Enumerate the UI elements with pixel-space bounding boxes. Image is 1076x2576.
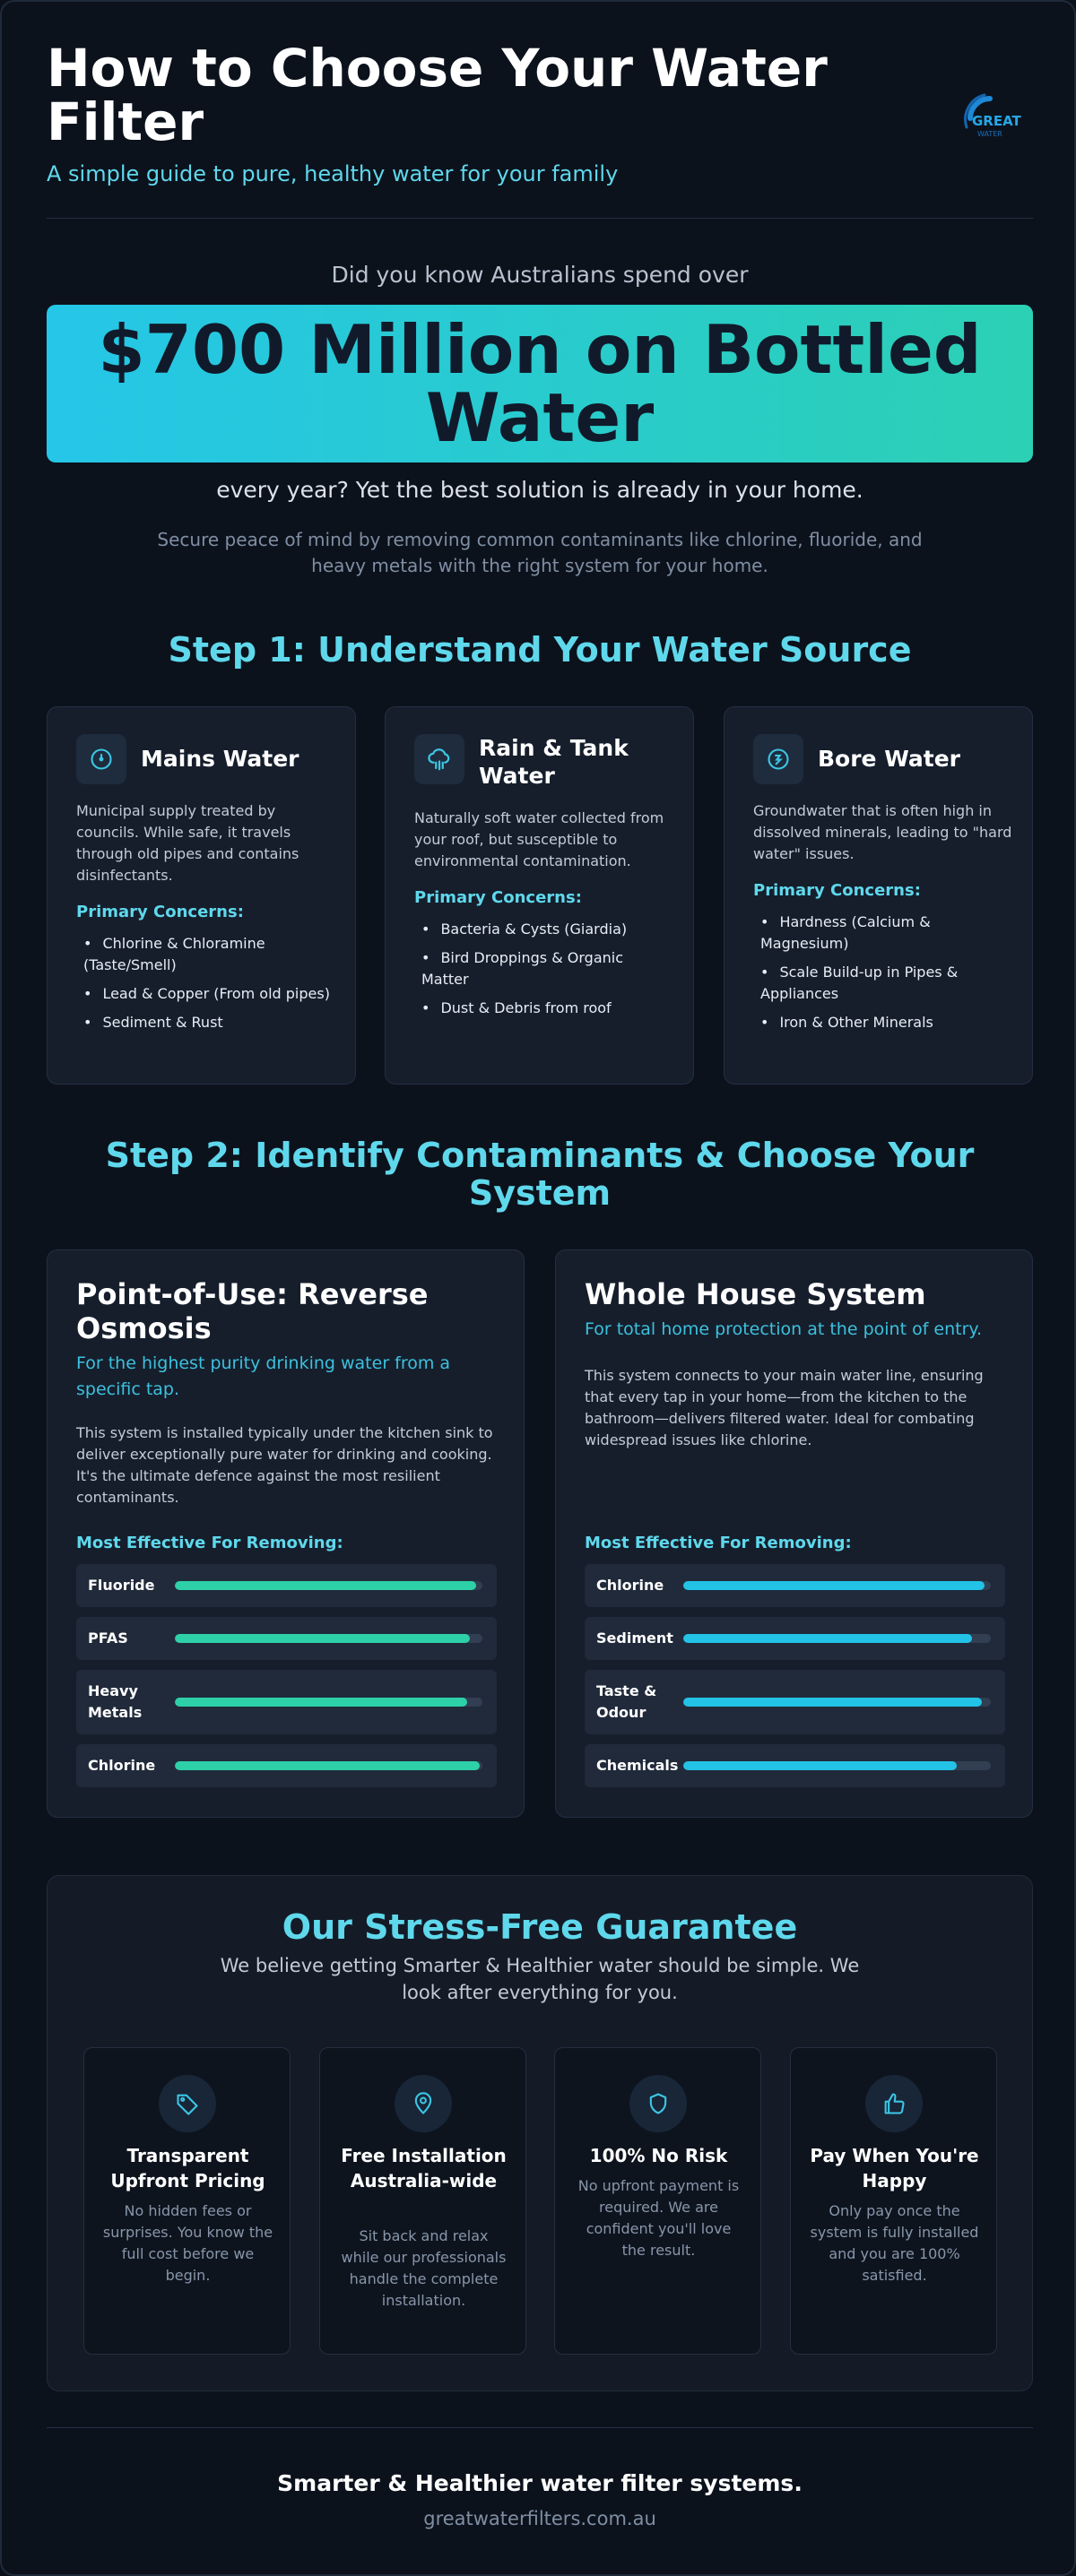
source-card-mains (47, 706, 356, 1085)
guarantee-card-installation (319, 2047, 526, 2355)
list-item: • Bacteria & Cysts (Giardia) (414, 919, 674, 940)
removal-bar-row (76, 1617, 497, 1660)
concerns-label: Primary Concerns: (753, 881, 921, 900)
shield-icon (629, 2075, 687, 2132)
system-subtitle: For total home protection at the point of entry. (585, 1319, 982, 1339)
svg-text:WATER: WATER (977, 130, 1002, 138)
bar-track (175, 1698, 482, 1707)
effective-label: Most Effective For Removing: (76, 1534, 343, 1552)
list-item: • Hardness (Calcium & Magnesium) (753, 912, 1013, 955)
step2-heading: Step 2: Identify Contaminants & Choose Your System (105, 1136, 975, 1213)
bar-track (175, 1581, 482, 1590)
guarantee-card-title: Free Installation Australia-wide (341, 2145, 507, 2191)
bar-track (683, 1581, 991, 1590)
bar-label: PFAS (88, 1629, 128, 1647)
source-title: Bore Water (818, 746, 961, 772)
footer-tagline: Smarter & Healthier water filter systems. (277, 2470, 803, 2496)
thumbs-up-icon (865, 2075, 923, 2132)
guarantee-card-desc: Only pay once the system is fully installed and you are 100% satisfied. (810, 2202, 979, 2284)
bar-label: Heavy Metals (88, 1682, 143, 1721)
guarantee-card-title: Pay When You're Happy (810, 2145, 979, 2191)
cloud-rain-icon (414, 734, 464, 784)
source-desc: Municipal supply treated by councils. While safe, it travels through old pipes and contains disinfectants. (76, 802, 299, 884)
bottled-water-banner (47, 305, 1033, 462)
bar-fill (683, 1634, 972, 1643)
bar-fill (683, 1698, 982, 1707)
bar-fill (683, 1581, 985, 1590)
guarantee-card-desc: Sit back and relax while our professionals handle the complete installation. (341, 2227, 507, 2309)
bar-fill (175, 1634, 470, 1643)
location-pin-icon (395, 2075, 452, 2132)
system-desc: This system is installed typically under the kitchen sink to deliver exceptionally pure water for drinking and cooking. It's the ultimate defence against the most resilient contaminants. (76, 1424, 493, 1506)
list-item: • Scale Build-up in Pipes & Appliances (753, 962, 1013, 1005)
concerns-label: Primary Concerns: (76, 903, 244, 921)
page-title: How to Choose Your Water Filter (47, 38, 828, 152)
svg-text:GREAT: GREAT (972, 113, 1021, 129)
page-subtitle: A simple guide to pure, healthy water for your family (47, 161, 619, 186)
removal-bar-row (585, 1744, 1005, 1787)
concerns-label: Primary Concerns: (414, 888, 582, 907)
intro-body: Secure peace of mind by removing common contaminants like chlorine, fluoride, and heavy metals with the right system for your home. (157, 529, 923, 576)
bar-fill (175, 1698, 467, 1707)
bar-label: Taste & Odour (596, 1682, 657, 1721)
removal-bar-row (76, 1564, 497, 1607)
list-item: • Dust & Debris from roof (414, 998, 674, 1019)
guarantee-card-title: 100% No Risk (589, 2145, 728, 2166)
concerns-list (76, 933, 336, 1041)
bar-track (175, 1634, 482, 1643)
list-item: • Chlorine & Chloramine (Taste/Smell) (76, 933, 336, 976)
list-item: • Bird Droppings & Organic Matter (414, 947, 674, 990)
source-card-rain-tank (385, 706, 694, 1085)
guarantee-title: Our Stress-Free Guarantee (282, 1907, 798, 1947)
bar-fill (175, 1581, 476, 1590)
guarantee-card-pay-when-happy (790, 2047, 997, 2355)
system-desc: This system connects to your main water line, ensuring that every tap in your home—from the kitchen to the bathroom—delivers filtered water. Ideal for combating widespread issues like chlorine. (585, 1367, 984, 1448)
gauge-icon (76, 734, 126, 784)
system-subtitle: For the highest purity drinking water from a specific tap. (76, 1353, 451, 1399)
bar-track (683, 1761, 991, 1770)
guarantee-subtitle: We believe getting Smarter & Healthier water should be simple. We look after everything for you. (220, 1955, 860, 2003)
effective-label: Most Effective For Removing: (585, 1534, 852, 1552)
guarantee-card-no-risk (554, 2047, 761, 2355)
bar-track (683, 1698, 991, 1707)
source-card-bore (724, 706, 1033, 1085)
guarantee-card-desc: No upfront payment is required. We are confident you'll love the result. (577, 2177, 740, 2259)
concerns-list (753, 912, 1013, 1041)
bar-fill (683, 1761, 957, 1770)
bore-icon (753, 734, 803, 784)
bar-fill (175, 1761, 480, 1770)
removal-bar-row (585, 1670, 1005, 1734)
removal-bar-row (585, 1617, 1005, 1660)
bar-track (683, 1634, 991, 1643)
bar-track (175, 1761, 482, 1770)
removal-bar-row (76, 1744, 497, 1787)
list-item: • Iron & Other Minerals (753, 1012, 1013, 1033)
concerns-list (414, 919, 674, 1026)
guarantee-card-desc: No hidden fees or surprises. You know the full cost before we begin. (102, 2202, 273, 2284)
brand-logo (958, 91, 1035, 142)
step1-heading: Step 1: Understand Your Water Source (168, 630, 912, 670)
banner-highlight: $700 Million on Bottled Water (98, 310, 982, 457)
guarantee-card-title: Transparent Upfront Pricing (110, 2145, 265, 2191)
source-title: Mains Water (141, 746, 299, 772)
bar-label: Chemicals (596, 1757, 679, 1774)
bar-label: Chlorine (596, 1577, 664, 1594)
list-item: • Sediment & Rust (76, 1012, 336, 1033)
source-title: Rain & Tank Water (479, 735, 629, 789)
removal-bar-row (76, 1670, 497, 1734)
system-card-reverse-osmosis (47, 1249, 525, 1818)
footer-website-link[interactable]: greatwaterfilters.com.au (423, 2508, 656, 2529)
bar-label: Sediment (596, 1629, 673, 1647)
list-item: • Lead & Copper (From old pipes) (76, 983, 336, 1005)
removal-bar-row (585, 1564, 1005, 1607)
footer-divider (47, 2427, 1033, 2428)
price-tag-icon (159, 2075, 216, 2132)
intro-follow: every year? Yet the best solution is already in your home. (216, 477, 863, 503)
system-title: Point-of-Use: Reverse Osmosis (76, 1277, 429, 1345)
bar-label: Chlorine (88, 1757, 156, 1774)
guarantee-card-pricing (83, 2047, 291, 2355)
source-desc: Naturally soft water collected from your roof, but susceptible to environmental contamination. (414, 809, 664, 869)
intro-lead: Did you know Australians spend over (331, 262, 749, 288)
system-title: Whole House System (585, 1277, 926, 1311)
system-card-whole-house (555, 1249, 1033, 1818)
bar-label: Fluoride (88, 1577, 155, 1594)
source-desc: Groundwater that is often high in dissolved minerals, leading to "hard water" issues. (753, 802, 1012, 862)
header-divider (47, 218, 1033, 219)
